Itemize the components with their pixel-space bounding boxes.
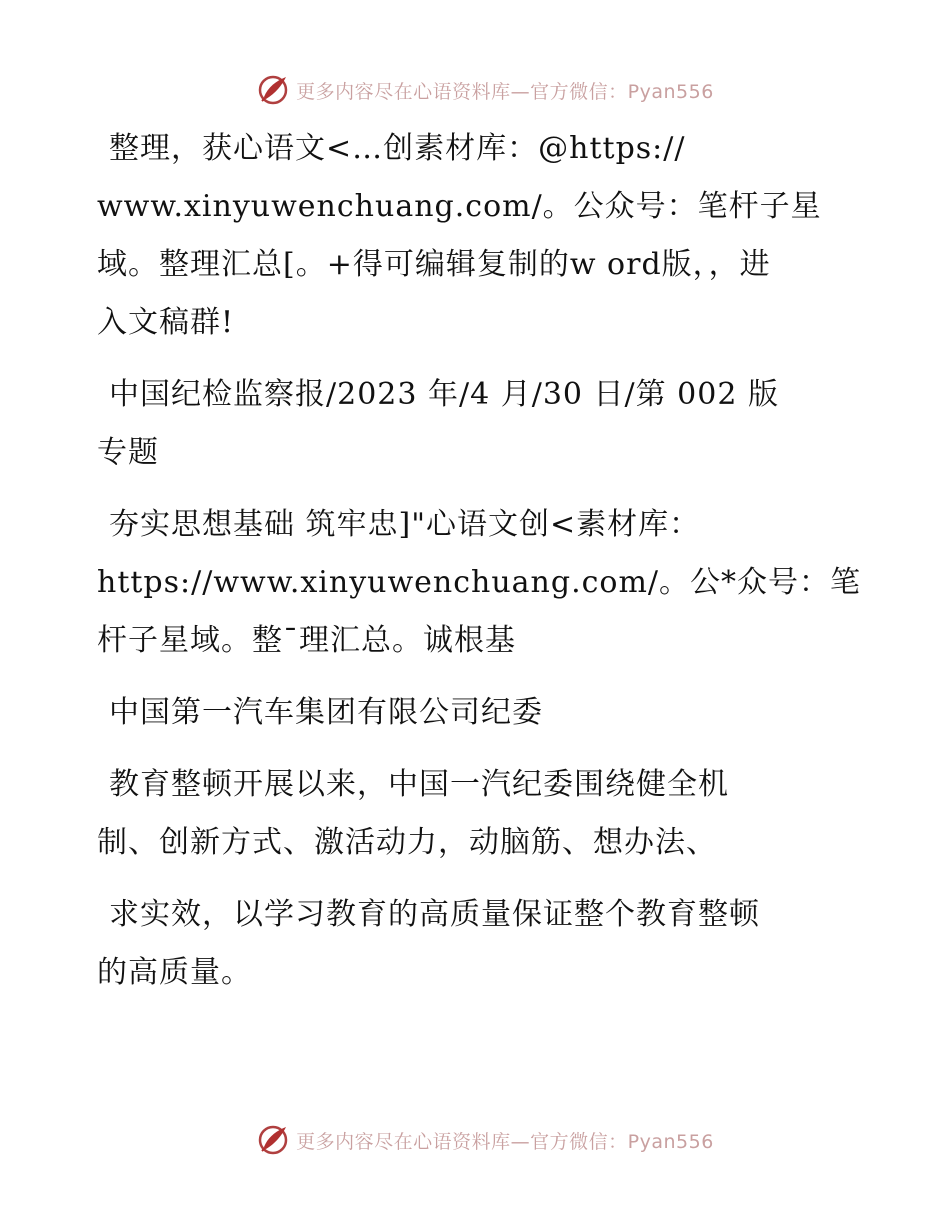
header-watermark — [0, 70, 950, 110]
paragraph-line: 制、创新方式、激活动力，动脑筋、想办法、 — [97, 825, 717, 860]
paragraph-line: 入文稿群! — [97, 305, 235, 340]
paragraph-line: 中国第一汽车集团有限公司纪委 — [109, 695, 543, 730]
footer-watermark-text: 更多内容尽在心语资料库—官方微信：Pyan556 — [296, 1130, 714, 1153]
paragraph-line: 教育整顿开展以来，中国一汽纪委围绕健全机 — [109, 767, 729, 802]
paragraph-line: 夯实思想基础 筑牢忠]"心语文创<素材库： — [109, 507, 701, 542]
paragraph-line: 杆子星域。整¯理汇总。诚根基 — [97, 623, 516, 658]
paragraph-line: 域。整理汇总[。+得可编辑复制的w ord版，，进 — [97, 247, 771, 282]
quill-logo-icon — [256, 73, 290, 107]
paragraph-line: 的高质量。 — [97, 955, 252, 990]
paragraph-line: 求实效，以学习教育的高质量保证整个教育整顿 — [109, 897, 760, 932]
paragraph-line: www.xinyuwenchuang.com/。公众号：笔杆子星 — [97, 189, 822, 224]
quill-logo-icon — [256, 1123, 290, 1157]
header-watermark-text: 更多内容尽在心语资料库—官方微信：Pyan556 — [296, 80, 714, 103]
paragraph-line: 整理，获心语文<…创素材库：@https:// — [109, 131, 686, 166]
paragraph-line: 专题 — [97, 435, 159, 470]
document-body — [97, 120, 862, 1002]
paragraph-line: 中国纪检监察报/2023 年/4 月/30 日/第 002 版 — [109, 377, 779, 412]
footer-watermark — [0, 1120, 950, 1160]
paragraph-line: https://www.xinyuwenchuang.com/。公*众号：笔 — [97, 565, 862, 600]
